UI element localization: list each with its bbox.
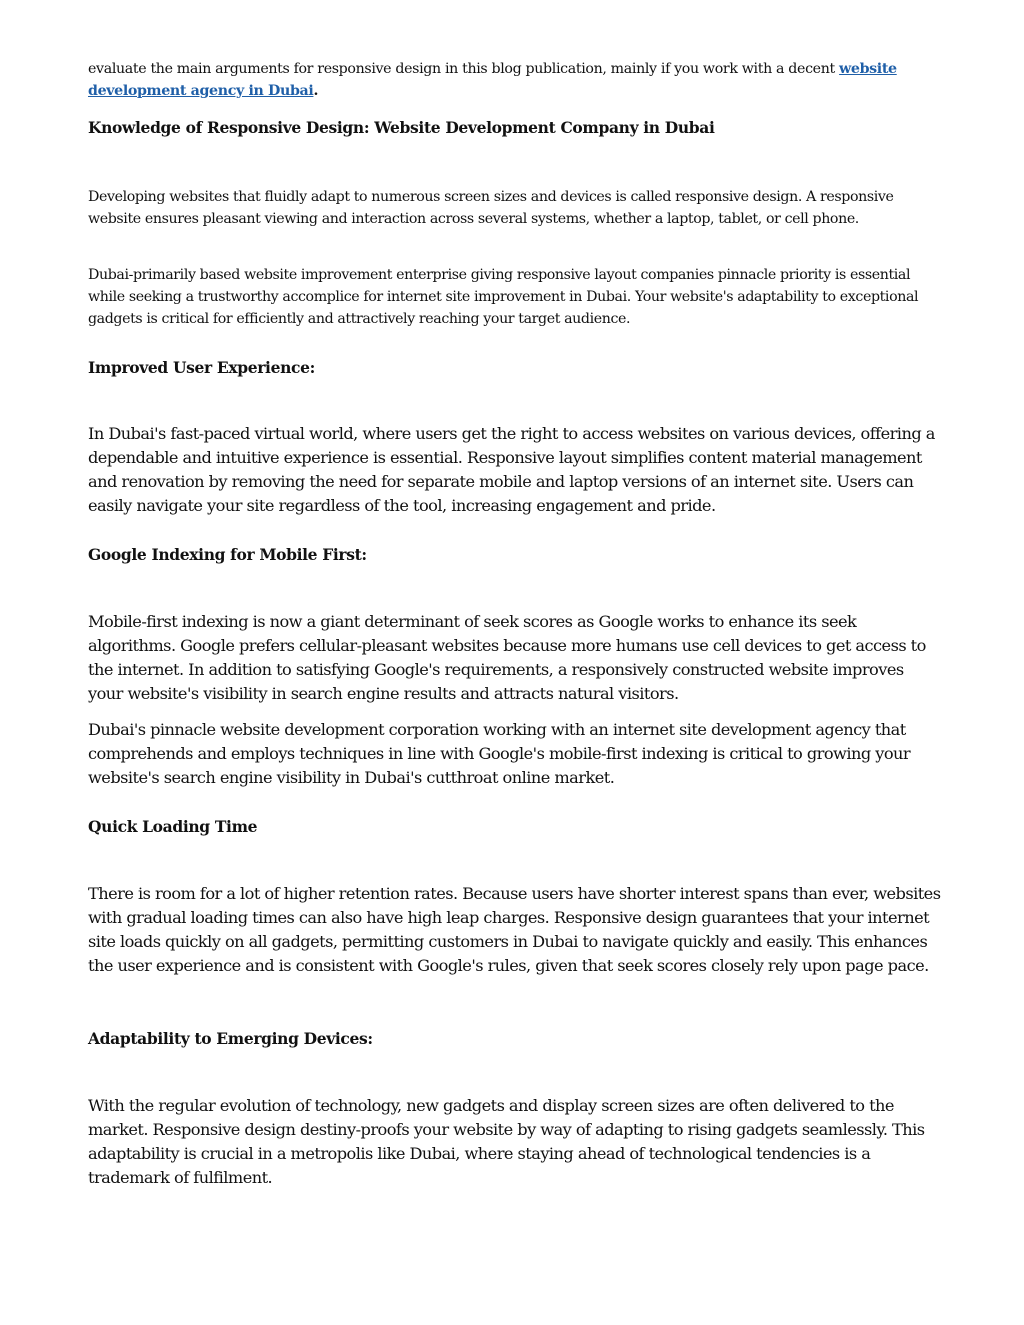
paragraph-knowledge-2: Dubai-primarily based website improvement enterprise giving responsive layout companies pinnacle priority is essential while seeking a trustworthy accomplice for internet site improvement in Dubai. Your website's adaptability to exceptional gadgets is critical for efficiently and attractively reaching your target audience. [88,267,919,327]
agency-link[interactable]: website development agency in Dubai [88,61,897,100]
intro-paragraph [88,58,938,102]
section-heading-loading-time: Quick Loading Time [88,817,258,836]
paragraph-user-experience: In Dubai's fast-paced virtual world, where users get the right to access websites on various devices, offering a dependable and intuitive experience is essential. Responsive layout simplifies content material management and renovation by removing the need for separate mobile and laptop versions of an internet site. Users can easily navigate your site regardless of the tool, increasing engagement and pride. [88,424,935,515]
paragraph-google-indexing-2: Dubai's pinnacle website development corporation working with an internet site development agency that comprehends and employs techniques in line with Google's mobile-first indexing is critical to growing your website's search engine visibility in Dubai's cutthroat online market. [88,720,911,787]
section-heading-user-experience: Improved User Experience: [88,358,315,377]
paragraph-emerging-devices: With the regular evolution of technology, new gadgets and display screen sizes are often delivered to the market. Responsive design destiny-proofs your website by way of adapting to rising gadgets seamlessly. This adaptability is crucial in a metropolis like Dubai, where staying ahead of technological tendencies is a trademark of fulfilment. [88,1096,925,1187]
intro-trailing: . [313,83,319,100]
paragraph-loading-time: There is room for a lot of higher retention rates. Because users have shorter interest spans than ever, websites with gradual loading times can also have high leap charges. Responsive design guarantees that your internet site loads quickly on all gadgets, permitting customers in Dubai to navigate quickly and easily. This enhances the user experience and is consistent with Google's rules, given that seek scores closely rely upon page pace. [88,884,941,975]
section-heading-emerging-devices: Adaptability to Emerging Devices: [88,1029,373,1048]
section-heading-knowledge: Knowledge of Responsive Design: Website Development Company in Dubai [88,118,715,137]
section-heading-google-indexing: Google Indexing for Mobile First: [88,545,367,564]
paragraph-knowledge-1: Developing websites that fluidly adapt to numerous screen sizes and devices is called responsive design. A responsive website ensures pleasant viewing and interaction across several systems, whether a laptop, tablet, or cell phone. [88,189,894,227]
paragraph-google-indexing-1: Mobile-first indexing is now a giant determinant of seek scores as Google works to enhance its seek algorithms. Google prefers cellular-pleasant websites because more humans use cell devices to get access to the internet. In addition to satisfying Google's requirements, a responsively constructed website improves your website's visibility in search engine results and attracts natural visitors. [88,612,926,703]
intro-text: evaluate the main arguments for responsive design in this blog publication, mainly if you work with a decent [88,61,835,78]
